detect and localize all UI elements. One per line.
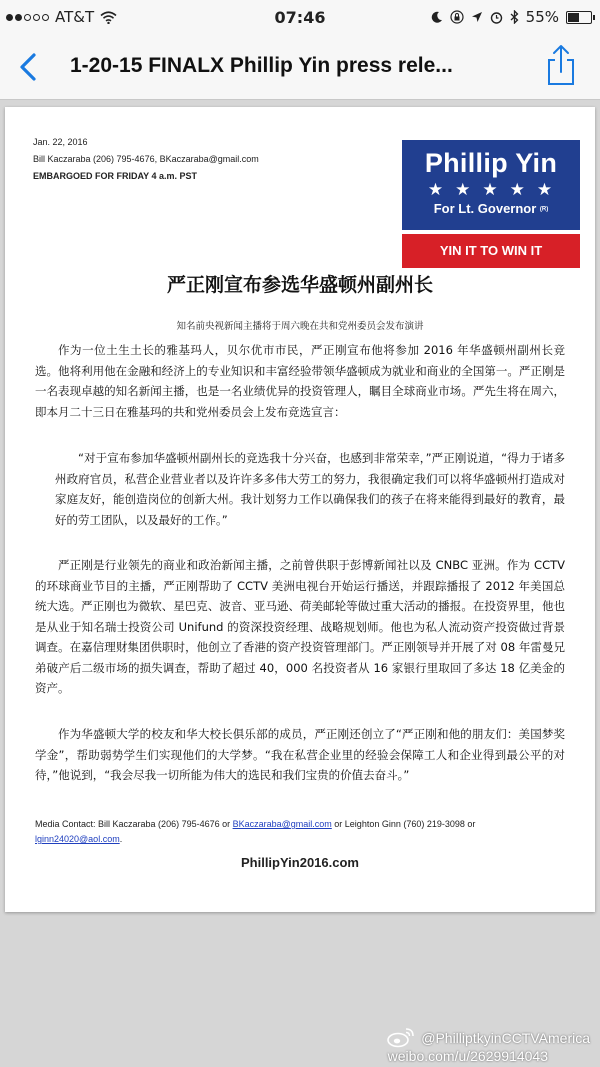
document-page[interactable] bbox=[5, 107, 595, 912]
release-date: Jan. 22, 2016 bbox=[33, 137, 88, 147]
embargo-notice: EMBARGOED FOR FRIDAY 4 a.m. PST bbox=[33, 171, 198, 181]
signal-strength-icon bbox=[6, 14, 49, 21]
watermark-url: weibo.com/u/2629914043 bbox=[387, 1048, 548, 1064]
logo-slogan: YIN IT TO WIN IT bbox=[402, 234, 580, 268]
status-bar bbox=[0, 0, 600, 34]
chevron-left-icon bbox=[14, 47, 46, 87]
logo-office: For Lt. Governor (R) bbox=[433, 201, 549, 216]
email-link[interactable]: lginn24020@aol.com bbox=[35, 834, 120, 844]
back-button[interactable] bbox=[14, 47, 46, 87]
body-paragraph: 作为一位土生土长的雅基玛人，贝尔优市市民，严正刚宣布他将参加 2016 年华盛顿州副州长竞选。他将利用他在金融和经济上的专业知识和丰富经验带领华盛顿成为就业和商业的全国第一。严正刚是一名表现卓越的知名新闻主播，也是一名业绩优异的投资管理人，瞩目全球商业市场。严先生将在周六，即本月二十三日在雅基玛的共和党州委员会上发布竞选宣言： bbox=[35, 343, 565, 419]
share-button[interactable] bbox=[544, 42, 578, 88]
press-release-meta bbox=[33, 137, 259, 188]
campaign-logo bbox=[402, 140, 580, 268]
quote-paragraph: “对于宣布参加华盛顿州副州长的竞选我十分兴奋，也感到非常荣幸，”严正刚说道，“得力于诸多州政府官员，私营企业营业者以及许许多多伟大劳工的努力，我很确定我们可以将华盛顿州打造成对家庭友好，能创造岗位的创新大州。我计划努力工作以确保我们的孩子在将来能得到最好的教育，最好的劳工团队，以及最好的工作。” bbox=[55, 451, 565, 527]
alarm-icon bbox=[490, 11, 503, 24]
carrier-label: AT&T bbox=[55, 8, 95, 26]
body-paragraph: 严正刚是行业领先的商业和政治新闻主播，之前曾供职于彭博新闻社以及 CNBC 亚洲。作为 CCTV 的环球商业节目的主播，严正刚帮助了 CCTV 美洲电视台开始运行播送，并跟踪播报了 2012 年美国总统大选。严正刚也为微软、星巴克、波音、亚马逊、荷美邮轮等做过重大活动的播报。在投资界里，他也是从业于知名瑞士投资公司 Unifund 的资深投资经理、战略规划师。他也为私人流动资产投资做过背景调查。在嘉信理财集团供职时，他创立了香港的资产投资管理部门。严正刚领导并开展了对 08 年雷曼兄弟破产后二级市场的损失调查，帮助了超过 40，000 名投资者从 16 家银行里取回了多达 18 亿美金的资产。 bbox=[35, 558, 565, 695]
watermark-handle: @PhilliptkyinCCTVAmerica bbox=[421, 1030, 590, 1046]
status-left bbox=[0, 8, 206, 26]
location-icon bbox=[471, 11, 483, 23]
logo-stars: ★★★★★ bbox=[427, 180, 565, 199]
share-icon bbox=[544, 42, 578, 88]
logo-banner bbox=[402, 140, 580, 230]
subheadline: 知名前央视新闻主播将于周六晚在共和党州委员会发布演讲 bbox=[176, 321, 424, 332]
logo-party: (R) bbox=[539, 206, 549, 213]
weibo-logo-icon bbox=[386, 1026, 416, 1048]
bluetooth-icon bbox=[510, 10, 519, 24]
lock-rotation-icon bbox=[450, 10, 464, 24]
logo-name: Phillip Yin bbox=[424, 148, 558, 178]
navigation-bar bbox=[0, 34, 600, 100]
campaign-website: PhillipYin2016.com bbox=[240, 855, 359, 870]
wifi-icon bbox=[100, 11, 117, 24]
moon-icon bbox=[431, 11, 443, 23]
battery-percent: 55% bbox=[525, 8, 559, 26]
media-contact: Media Contact: Bill Kaczaraba (206) 795-4676 or BKaczaraba@gmail.com or Leighton Ginn (760) 219-3098 or lginn24020@aol.com. bbox=[35, 819, 476, 844]
battery-icon bbox=[566, 11, 592, 24]
email-link[interactable]: BKaczaraba@gmail.com bbox=[232, 819, 332, 829]
headline: 严正刚宣布参选华盛顿州副州长 bbox=[166, 274, 433, 296]
status-right bbox=[431, 0, 592, 34]
clock: 07:46 bbox=[274, 7, 326, 27]
body-paragraph: 作为华盛顿大学的校友和华大校长俱乐部的成员，严正刚还创立了“严正刚和他的朋友们：美国梦奖学金”，帮助弱势学生们实现他们的大学梦。“我在私营企业里的经验会保障工人和企业得到最公平的对待，”他说到，“我会尽我一切所能为伟大的选民和我们宝贵的价值去奋斗。” bbox=[35, 727, 565, 782]
contact-line: Bill Kaczaraba (206) 795-4676, BKaczaraba@gmail.com bbox=[33, 154, 259, 164]
document-title: 1-20-15 FINALX Phillip Yin press rele... bbox=[70, 54, 453, 77]
